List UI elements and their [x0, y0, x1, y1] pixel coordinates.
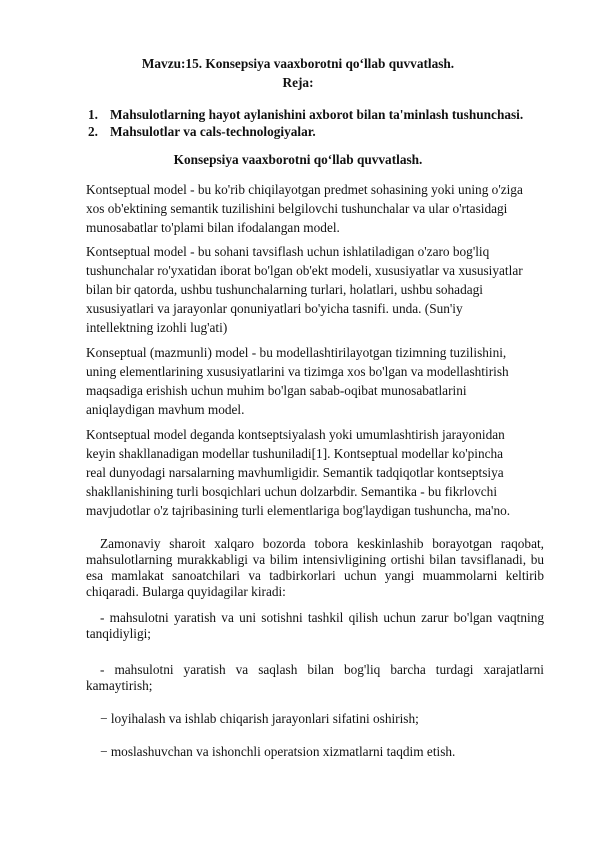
list-item: - mahsulotni yaratish va uni sotishni tashkil qilish uchun zarur bo'lgan vaqtning tanqidiyligi; [86, 610, 544, 641]
paragraph: Kontseptual model - bu sohani tavsiflash uchun ishlatiladigan o'zaro bog'liq tushunchalar ro'yxatidan iborat bo'lgan ob'ekt modeli, xususiyatlar va xususiyatlar bilan bir qatorda, ushbu tushunchalarning turlari, holatlari, ushbu sohadagi xususiyatlari va jarayonlar qonuniyatlari bo'yicha tasnifi. unda. (Sun'iy intellektning izohli lug'ati) [86, 244, 523, 335]
plan-item [88, 106, 558, 123]
intro-paragraph: Zamonaviy sharoit xalqaro bozorda tobora keskinlashib borayotgan raqobat, mahsulotlarning murakkabligi va bilim intensivligining ortishi bilan tavsiflanadi, bu esa mamlakat sanoatchilari va tadbirkorlari uchun yangi muammolarni keltirib chiqaradi. Bularga quyidagilar kiradi: [86, 536, 544, 599]
plan-item-text: Mahsulotlar va cals-technologiyalar. [110, 124, 316, 139]
document-title: Mavzu:15. Konsepsiya vaaxborotni qo‘llab quvvatlash. [141, 56, 455, 71]
plan-item-number: 2. [88, 124, 98, 139]
section-title: Konsepsiya vaaxborotni qo‘llab quvvatlash. [173, 152, 423, 167]
plan-item-text: Mahsulotlarning hayot aylanishini axborot bilan ta'minlash tushunchasi. [110, 107, 524, 122]
plan-item [88, 123, 558, 140]
list-item: − loyihalash va ishlab chiqarish jarayonlari sifatini oshirish; [100, 711, 419, 726]
plan-heading: Reja: [282, 75, 314, 90]
paragraph: Kontseptual model deganda kontseptsiyalash yoki umumlashtirish jarayonidan keyin shakllanadigan modellar tushuniladi[1]. Kontseptual modellar ko'pincha real dunyodagi narsalarning mavhumligidir. Semantik tadqiqotlar kontseptsiya shakllanishining turli bosqichlari uchun dolzarbdir. Semantika - bu fikrlovchi mavjudotlar o'z tajribasining turli elementlariga bog'laydigan tushuncha, ma'no. [86, 427, 511, 518]
plan-list [88, 106, 558, 140]
list-item: − moslashuvchan va ishonchli operatsion xizmatlarni taqdim etish. [100, 744, 456, 759]
list-item: - mahsulotni yaratish va saqlash bilan bog'liq barcha turdagi xarajatlarni kamaytirish; [86, 662, 544, 693]
paragraph: Konseptual (mazmunli) model - bu modellashtirilayotgan tizimning tuzilishini, uning elementlarining xususiyatlarini va tizimga xos bo'lgan va modellashtirish maqsadiga erishish uchun muhim bo'lgan sabab-oqibat munosabatlarini aniqlaydigan mavhum model. [86, 345, 509, 417]
paragraph: Kontseptual model - bu ko'rib chiqilayotgan predmet sohasining yoki uning o'ziga xos ob'ektining semantik tuzilishini belgilovchi tushunchalar va ular o'rtasidagi munosabatlar to'plami bilan ifodalangan model. [86, 182, 523, 235]
plan-item-number: 1. [88, 107, 98, 122]
